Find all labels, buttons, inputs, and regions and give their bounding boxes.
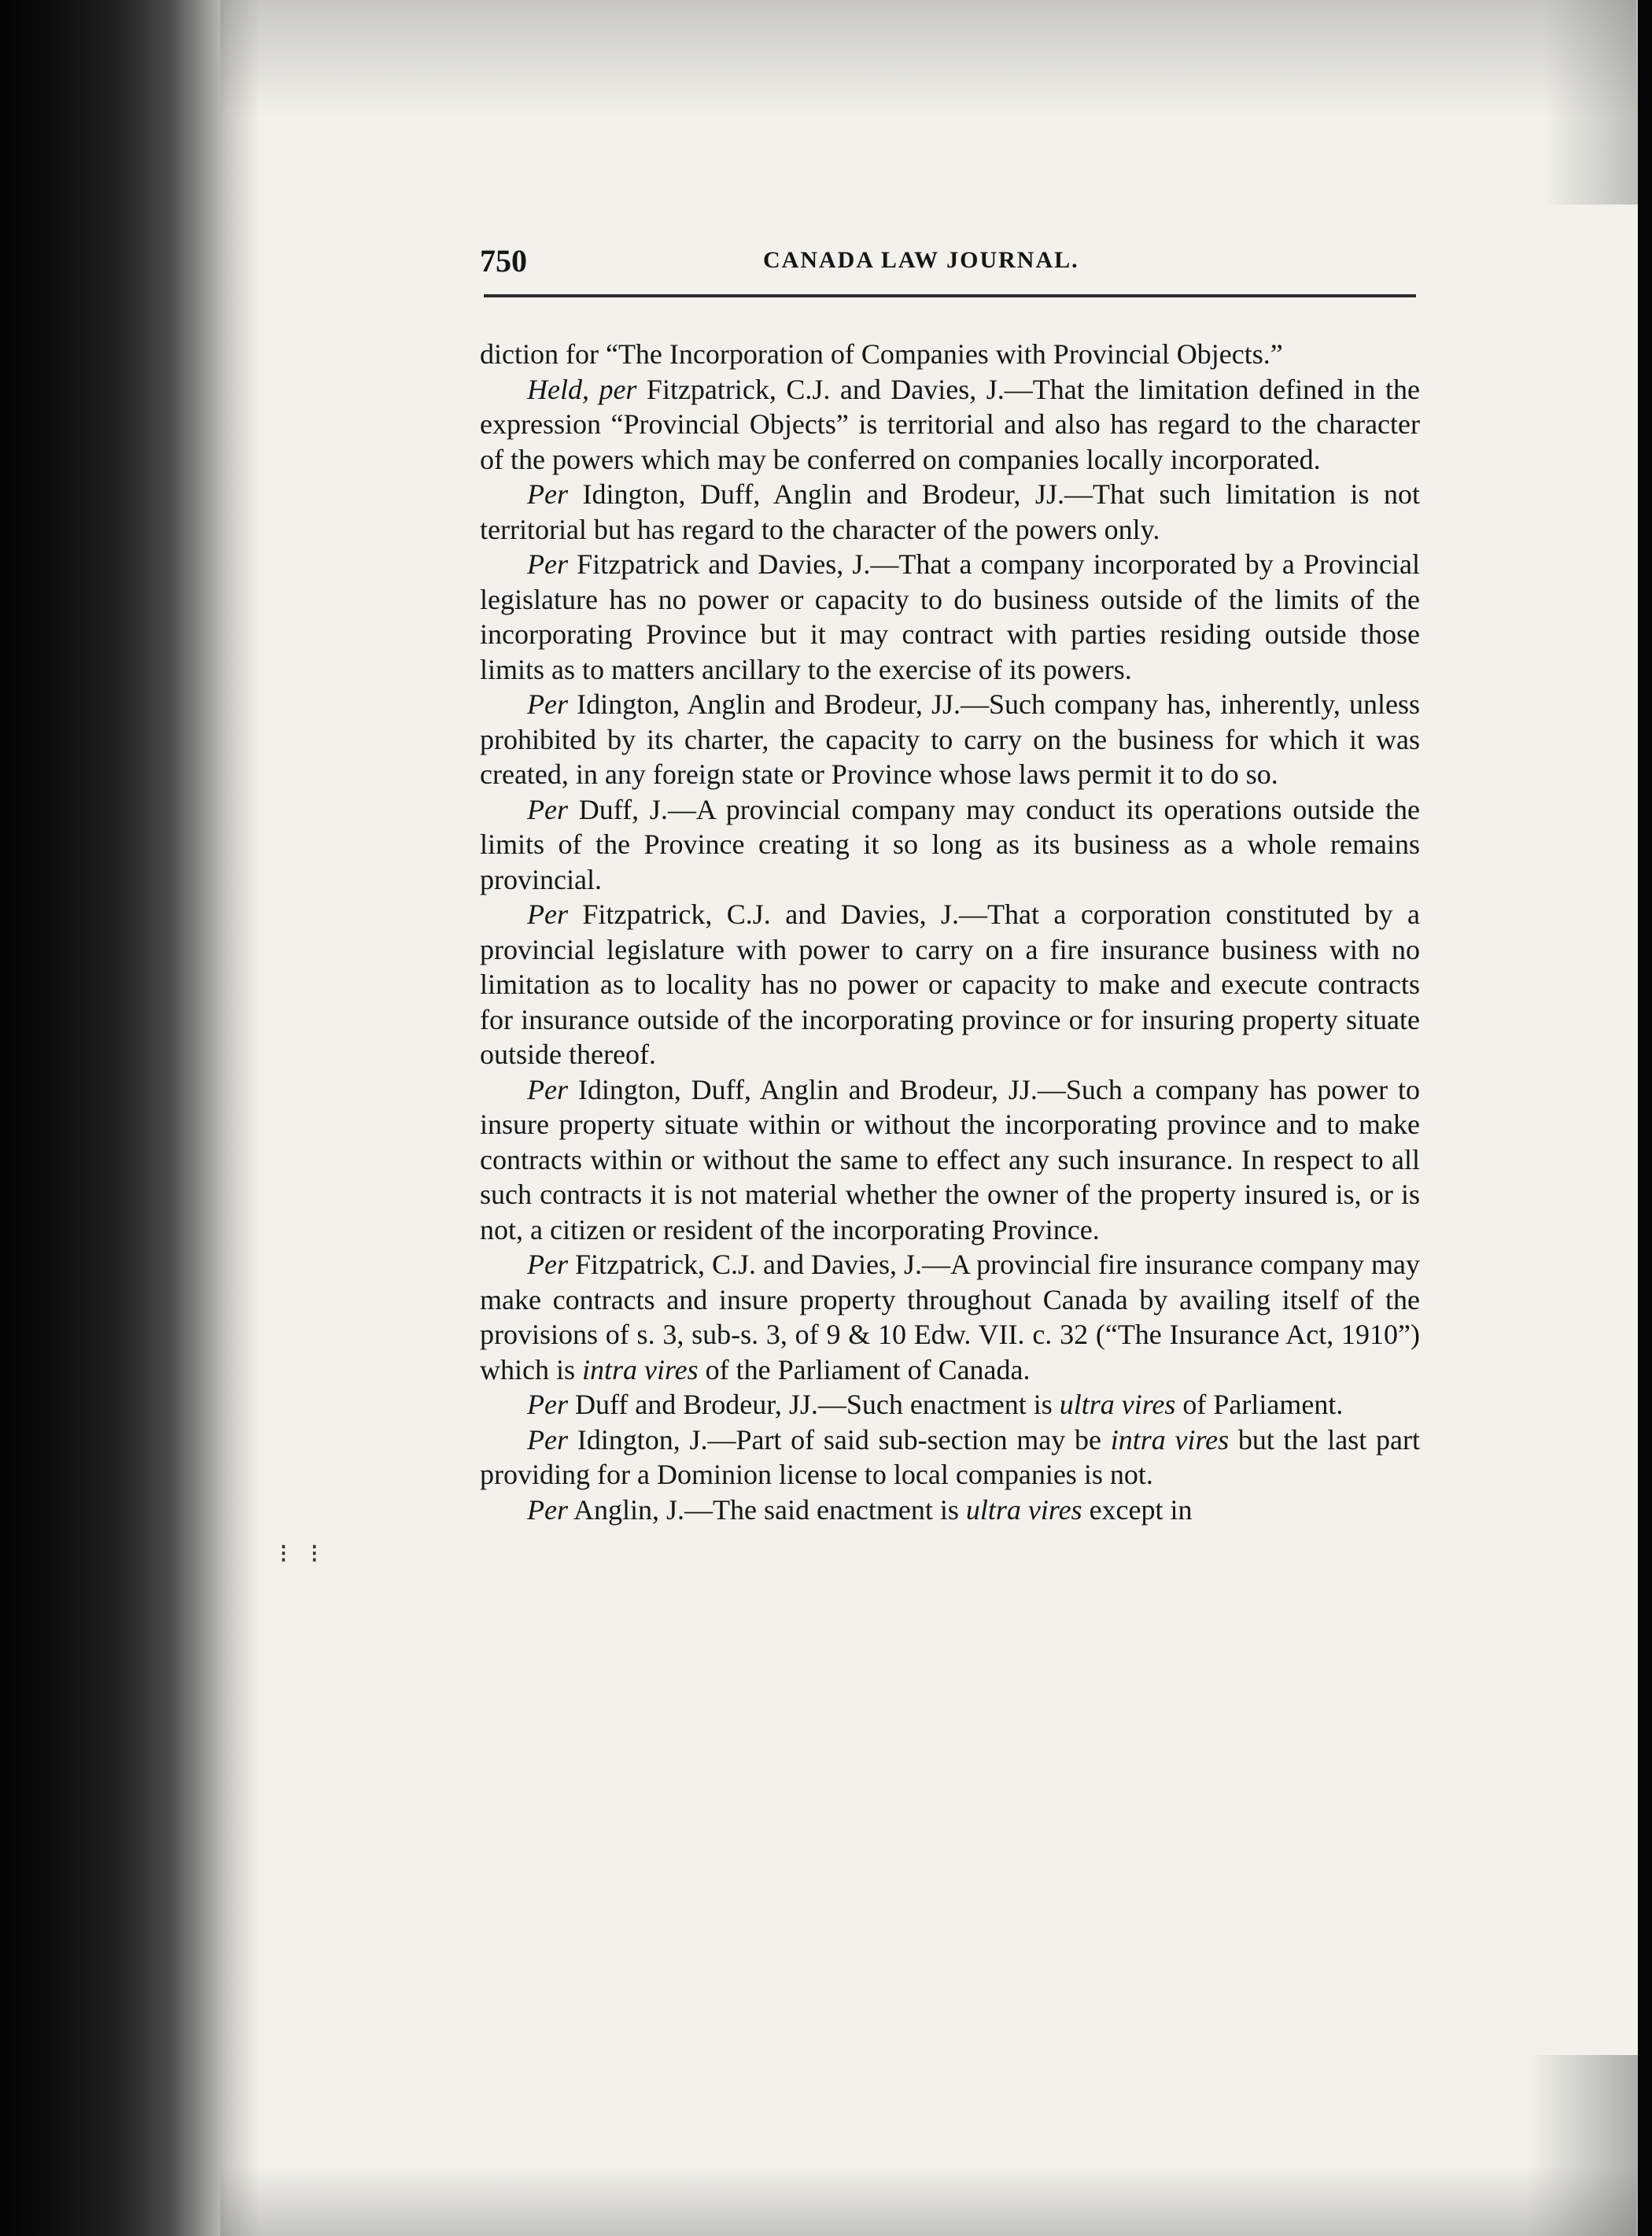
scan-top-noise	[220, 0, 1636, 118]
article-body	[480, 337, 1420, 1527]
paragraph: Per Anglin, J.—The said enactment is ultra vires except in	[527, 1493, 1193, 1526]
paragraph: Per Idington, J.—Part of said sub-section may be intra vires but the last part providing for a Dominion license to local companies is not.	[480, 1423, 1420, 1490]
paragraph: Per Idington, Duff, Anglin and Brodeur, JJ.—That such limitation is not territorial but has regard to the character of the powers only.	[480, 478, 1420, 545]
paragraph: Per Duff, J.—A provincial company may conduct its operations outside the limits of the Province creating it so long as its business as a whole remains provincial.	[480, 793, 1420, 895]
scan-bottom-noise	[220, 2165, 1636, 2236]
journal-title: CANADA LAW JOURNAL.	[763, 247, 1079, 273]
paragraph: Per Idington, Anglin and Brodeur, JJ.—Such company has, inherently, unless prohibited by its charter, the capacity to carry on the business for which it was created, in any foreign state or Province whose laws permit it to do so.	[480, 688, 1420, 790]
scan-corner-shadow	[1528, 2055, 1638, 2236]
page-number: 750	[480, 243, 527, 279]
paragraph: Per Duff and Brodeur, JJ.—Such enactment is ultra vires of Parliament.	[527, 1389, 1344, 1420]
paragraph: Held, per Fitzpatrick, C.J. and Davies, J.—That the limitation defined in the expression “Provincial Objects” is territorial and also has regard to the character of the powers which may be conferred on companies locally incorporated.	[480, 373, 1421, 475]
paragraph: Per Idington, Duff, Anglin and Brodeur, JJ.—Such a company has power to insure property situate within or without the incorporating province and to make contracts within or without the same to effect any such insurance. In respect to all such contracts it is not material whether the owner of the property insured is, or is not, a citizen or resident of the incorporating Province.	[480, 1073, 1420, 1245]
scan-edge-shadow	[1638, 0, 1652, 2236]
paragraph: Per Fitzpatrick, C.J. and Davies, J.—A provincial fire insurance company may make contracts and insure property throughout Canada by availing itself of the provisions of s. 3, sub-s. 3, of 9 & 10 Edw. VII. c. 32 (“The Insurance Act, 1910”) which is intra vires of the Parliament of Canada.	[480, 1249, 1420, 1386]
header-rule	[484, 294, 1416, 297]
paragraph: diction for “The Incorporation of Companies with Provincial Objects.”	[480, 338, 1283, 370]
running-head	[480, 242, 1416, 290]
paragraph: Per Fitzpatrick and Davies, J.—That a company incorporated by a Provincial legislature has no power or capacity to do business outside of the limits of the incorporating Province but it may contract with parties residing outside those limits as to matters ancillary to the exercise of its powers.	[480, 548, 1420, 685]
scan-corner-shadow	[1543, 0, 1638, 205]
paragraph: Per Fitzpatrick, C.J. and Davies, J.—That a corporation constituted by a provincial legislature with power to carry on a fire insurance business with no limitation as to locality has no power or capacity to make and execute contracts for insurance outside of the incorporating province or for insuring property situate outside thereof.	[480, 898, 1420, 1070]
margin-marks: ⁝ ⁝	[279, 1540, 327, 1569]
book-spine-shadow	[0, 0, 260, 2236]
